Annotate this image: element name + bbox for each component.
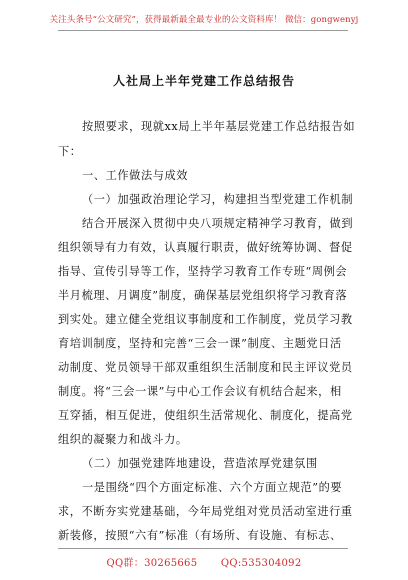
subsection-heading: （一）加强政治理论学习，构建担当型党建工作机制	[82, 193, 354, 206]
body-line: 一是围绕“四个方面定标准、六个方面立规范”的要	[82, 481, 343, 494]
body-line: 育培训制度，坚持和完善“三会一课”制度、主题党日活	[58, 337, 342, 350]
footer-divider	[58, 548, 348, 549]
header-notice: 关注头条号“公文研究”，获得最新最全最专业的公文资料库！ 微信：gongwenyj	[49, 15, 359, 25]
document-title: 人社局上半年党建工作总结报告	[112, 74, 295, 88]
body-line: 指导、宣传引导等工作，坚持学习教育工作专班“周例会	[58, 265, 348, 278]
body-line: 互穿插，相互促进，使组织生活常规化、制度化，提高党	[58, 409, 353, 422]
section-heading: 一、工作做法与成效	[82, 169, 189, 182]
body-line: 下：	[58, 145, 82, 158]
footer-qq-number: QQ:535304092	[220, 558, 302, 569]
body-line: 动制度、党员领导干部双重组织生活制度和民主评议党员	[58, 361, 353, 374]
body-line: 组织的凝聚力和战斗力。	[58, 433, 188, 446]
subsection-heading: （二）加强党建阵地建设，营造浓厚党建氛围	[82, 457, 318, 470]
body-line: 组织领导有力有效，认真履行职责，做好统筹协调、督促	[58, 241, 353, 254]
body-line: 半月梳理、月调度”制度，确保基层党组织将学习教育落	[58, 289, 348, 302]
footer-qq-group: QQ群：30265665	[106, 558, 198, 569]
body-line: 结合开展深入贯彻中央八项规定精神学习教育，做到	[82, 217, 354, 230]
body-line: 制度。将“三会一课”与中心工作会议有机结合起来，相	[58, 385, 342, 398]
header-divider	[58, 30, 348, 31]
body-line: 到实处。建立健全党组议事制度和工作制度，党员学习教	[58, 313, 353, 326]
footer-contact	[0, 554, 408, 569]
body-line: 按照要求，现就xx局上半年基层党建工作总结报告如	[82, 120, 356, 133]
body-line: 求，不断夯实党建基础，今年局党组对党员活动室进行重	[58, 505, 353, 518]
body-line: 新装修，按照“六有”标准（有场所、有设施、有标志、	[58, 529, 342, 542]
